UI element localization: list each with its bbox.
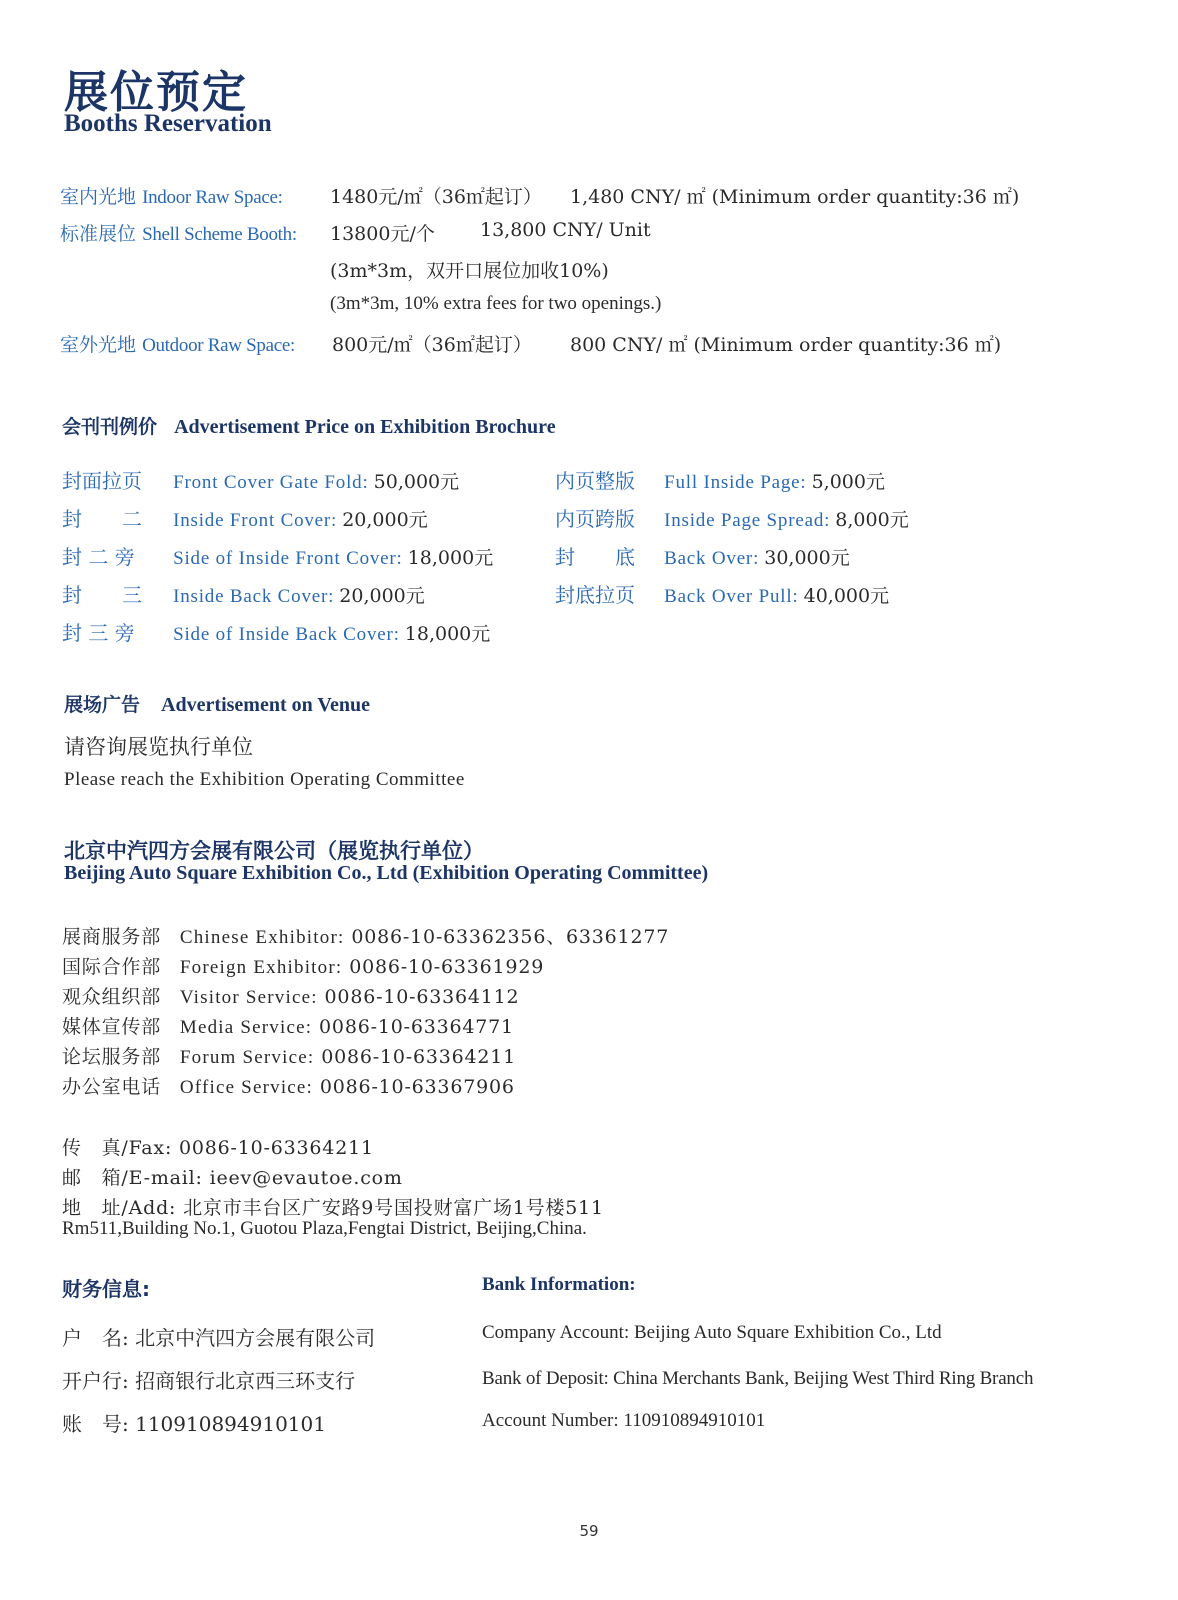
finance-row [62,1408,326,1437]
booth-label-zh: 室外光地 [60,334,137,356]
ad-item [62,503,428,532]
page-subtitle: Booths Reservation [64,110,272,137]
venue-line-zh: 请咨询展览执行单位 [64,735,253,759]
booth-row-shell [60,219,297,246]
ad-item-price: 8,000元 [835,509,909,531]
bank-of-deposit: Bank of Deposit: China Merchants Bank, Beijing West Third Ring Branch [482,1368,1034,1389]
booth-label-zh: 标准展位 [60,223,137,245]
brochure-title-en: Advertisement Price on Exhibition Brochure [174,416,556,438]
booth-label-zh: 室内光地 [60,186,137,208]
contact-dept: 国际合作部 [62,956,162,978]
contact-dept: 展商服务部 [62,926,162,948]
brochure-title-zh: 会刊刊例价 [62,416,158,438]
ad-item-en: Side of Inside Back Cover: [173,624,400,645]
finance-label: 户 名: [62,1326,129,1350]
bank-account-number: Account Number: 110910894910101 [482,1410,766,1431]
finance-label: 开户行: [62,1369,129,1393]
finance-value: 招商银行北京西三环支行 [135,1369,356,1393]
ad-item-price: 20,000元 [339,585,425,607]
company-name-zh: 北京中汽四方会展有限公司（展览执行单位） [64,839,484,863]
ad-item-en: Front Cover Gate Fold: [173,472,369,493]
contact-row [62,1012,514,1039]
ad-item [555,579,889,608]
email-label: 邮 箱/E-mail: [62,1167,203,1189]
booth-row-indoor [60,182,283,209]
ad-item [62,617,490,646]
ad-item-zh: 封 二 旁 [62,545,135,569]
contact-label: Office Service: [179,1077,314,1098]
shell-note-en: (3m*3m, 10% extra fees for two openings.) [330,293,662,314]
venue-title-en: Advertisement on Venue [161,694,370,716]
ad-item-en: Full Inside Page: [664,472,807,493]
bank-company-account: Company Account: Beijing Auto Square Exhibition Co., Ltd [482,1322,942,1343]
booth-price-en: 1,480 CNY/ ㎡ (Minimum order quantity:36 ㎡) [570,186,1020,208]
ad-item-price: 40,000元 [803,585,890,607]
venue-line-en: Please reach the Exhibition Operating Committee [64,769,465,790]
ad-item-en: Inside Back Cover: [173,586,335,607]
ad-item [62,579,425,608]
ad-item-en: Inside Front Cover: [173,510,338,531]
ad-item-price: 30,000元 [764,547,850,569]
finance-label: 账 号: [62,1412,129,1436]
address-row [62,1193,604,1220]
ad-item-zh: 封面拉页 [62,469,142,493]
booth-price-en: 800 CNY/ ㎡ (Minimum order quantity:36 ㎡) [570,334,1002,356]
contact-dept: 办公室电话 [62,1076,162,1098]
contact-label: Forum Service: [179,1047,315,1068]
contact-dept: 论坛服务部 [62,1046,162,1068]
ad-item-price: 5,000元 [811,471,885,493]
finance-value: 北京中汽四方会展有限公司 [135,1326,376,1350]
ad-item-zh: 封 三 旁 [62,621,135,645]
contact-label: Media Service: [179,1017,313,1038]
ad-item-zh: 封 二 [62,507,142,531]
contact-phone: 0086-10-63364211 [321,1046,517,1068]
page-title: 展位预定 [64,67,248,118]
address-label: 地 址/Add: [62,1197,177,1219]
contact-dept: 观众组织部 [62,986,162,1008]
ad-item-price: 20,000元 [342,509,428,531]
ad-item-price: 50,000元 [373,471,460,493]
contact-row [62,982,519,1009]
contact-label: Foreign Exhibitor: [179,957,343,978]
ad-item [555,465,885,494]
address-value-zh: 北京市丰台区广安路9号国投财富广场1号楼511 [183,1197,604,1219]
contact-label: Chinese Exhibitor: [179,927,345,948]
contact-row [62,922,669,949]
booth-row-outdoor [60,330,295,357]
contact-row [62,1042,516,1069]
booth-label-en: Indoor Raw Space: [142,187,283,208]
company-name-en: Beijing Auto Square Exhibition Co., Ltd (Exhibition Operating Committee) [64,862,709,884]
ad-item-en: Inside Page Spread: [664,510,831,531]
ad-item-en: Back Over: [664,548,760,569]
venue-heading [64,690,370,717]
ad-item [555,541,850,570]
contact-row [62,952,544,979]
ad-item [62,541,493,570]
ad-item-zh: 内页整版 [555,469,635,493]
contact-row [62,1072,515,1099]
contact-phone: 0086-10-63364771 [319,1016,514,1038]
fax-value: 0086-10-63364211 [178,1137,374,1159]
ad-item [62,465,459,494]
booth-price-en: 13,800 CNY/ Unit [480,219,651,241]
ad-item-en: Back Over Pull: [664,586,799,607]
contact-phone: 0086-10-63364112 [324,986,520,1008]
contact-label: Visitor Service: [179,987,318,1008]
booth-price-zh: 1480元/㎡（36㎡起订） [330,186,542,208]
finance-title-en: Bank Information: [482,1274,636,1295]
ad-item [555,503,909,532]
contact-phone: 0086-10-63362356、63361277 [351,926,670,948]
email-row [62,1163,403,1190]
contact-phone: 0086-10-63361929 [349,956,545,978]
finance-value: 110910894910101 [135,1412,326,1436]
fax-row [62,1133,374,1160]
address-value-en: Rm511,Building No.1, Guotou Plaza,Fengtai District, Beijing,China. [62,1218,587,1239]
finance-row [62,1365,355,1394]
ad-item-zh: 封 三 [62,583,142,607]
booth-price-zh: 13800元/个 [330,223,435,245]
contact-phone: 0086-10-63367906 [319,1076,515,1098]
brochure-heading [62,412,556,439]
ad-item-zh: 内页跨版 [555,507,635,531]
booth-price-zh: 800元/㎡（36㎡起订） [332,334,532,356]
contact-dept: 媒体宣传部 [62,1016,162,1038]
ad-item-zh: 封底拉页 [555,583,635,607]
email-value: ieev@evautoe.com [209,1167,403,1189]
booth-label-en: Shell Scheme Booth: [142,224,297,245]
finance-title-zh: 财务信息: [62,1277,150,1301]
fax-label: 传 真/Fax: [62,1137,173,1159]
ad-item-en: Side of Inside Front Cover: [173,548,403,569]
ad-item-price: 18,000元 [404,623,491,645]
booth-label-en: Outdoor Raw Space: [142,335,295,356]
ad-item-price: 18,000元 [407,547,494,569]
shell-note-zh: (3m*3m，双开口展位加收10%) [330,260,609,282]
page-number: 59 [579,1522,599,1540]
finance-row [62,1322,375,1351]
ad-item-zh: 封 底 [555,545,635,569]
venue-title-zh: 展场广告 [64,694,141,716]
